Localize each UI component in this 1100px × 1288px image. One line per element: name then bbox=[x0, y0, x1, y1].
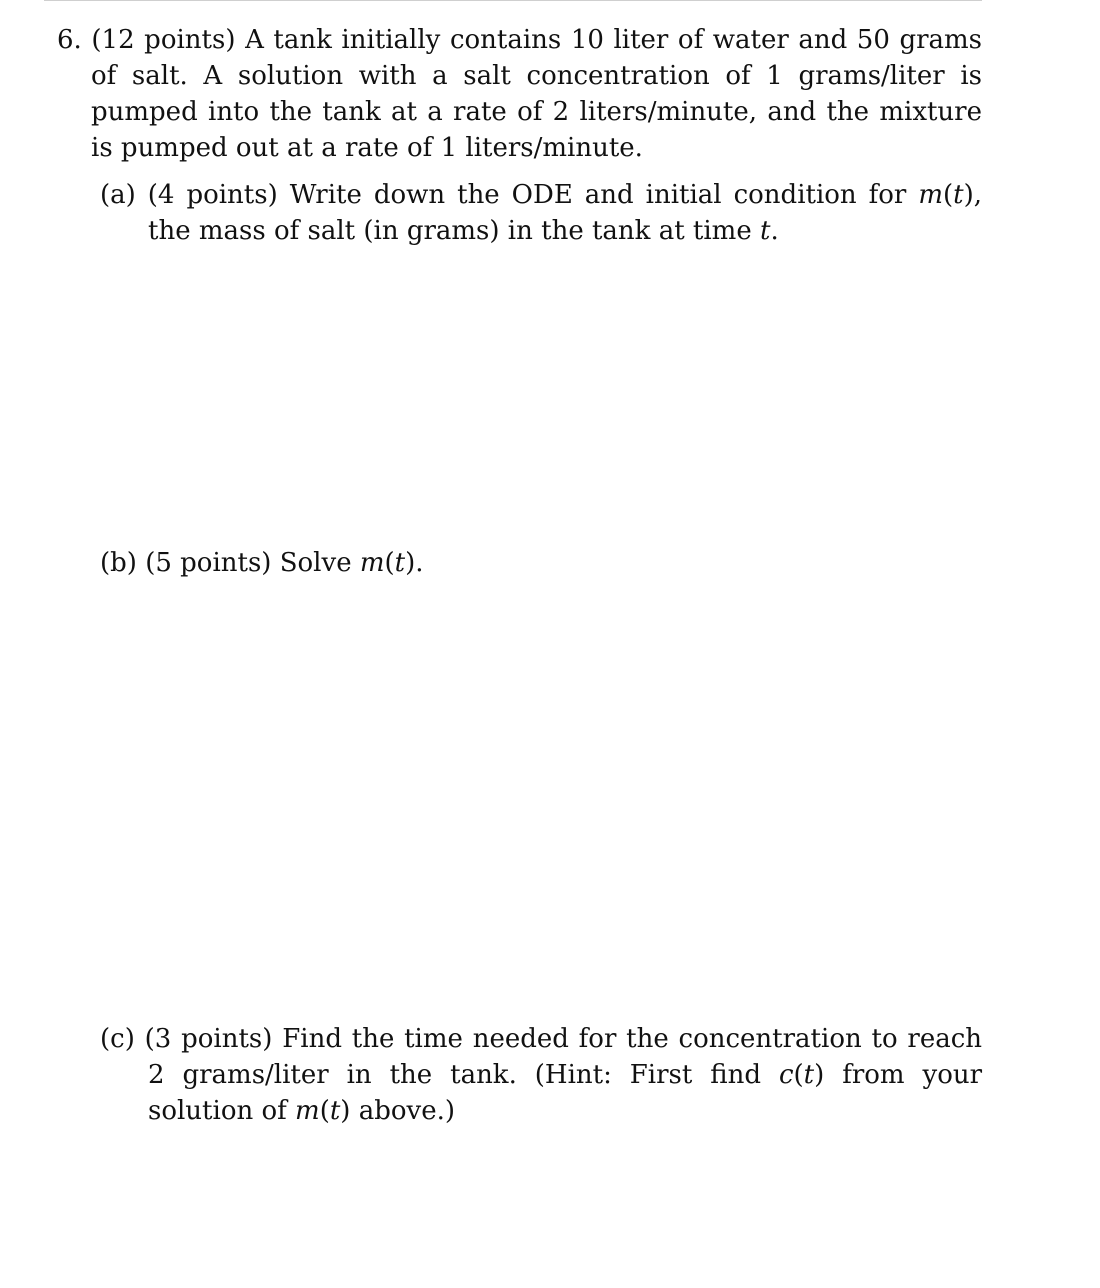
problem-points: (12 points) bbox=[91, 25, 236, 55]
math-t: t bbox=[394, 548, 406, 578]
math-t-var: t bbox=[759, 216, 771, 246]
part-c-text-before: Find the time needed for the concentration to reach 2 grams/liter in the tank. (Hint: First find bbox=[148, 1024, 983, 1090]
part-b-text bbox=[100, 545, 982, 581]
math-m: m bbox=[295, 1096, 320, 1126]
part-c-text-after: above.) bbox=[358, 1096, 455, 1126]
part-c-label: (c) bbox=[100, 1024, 135, 1054]
part-a-text bbox=[100, 177, 982, 249]
math-m: m bbox=[359, 548, 385, 578]
top-rule bbox=[44, 0, 982, 1]
math-m: m bbox=[918, 180, 943, 210]
math-t: t bbox=[329, 1096, 341, 1126]
part-a-label: (a) bbox=[100, 180, 136, 210]
part-b-text-before: Solve bbox=[279, 548, 352, 578]
problem-number: 6. bbox=[57, 25, 82, 55]
part-a-end: . bbox=[770, 216, 779, 246]
math-m-of-t: m(t) bbox=[918, 180, 974, 210]
problem-text: A tank initially contains 10 liter of water and 50 grams of salt. A solution with a salt concentration of 1 grams/liter is pumped into the tank at a rate of 2 liters/minute, and the mixture is pumped out at a rate of 1 liters/minute. bbox=[91, 25, 983, 163]
part-a-points: (4 points) bbox=[147, 180, 278, 210]
part-a-text-after: , the mass of salt (in grams) in the tank at time bbox=[148, 180, 983, 246]
math-c: c bbox=[778, 1060, 794, 1090]
math-t: t bbox=[953, 180, 964, 210]
problem-statement bbox=[57, 22, 982, 166]
part-c bbox=[100, 1021, 982, 1129]
math-m-of-t: m(t) bbox=[295, 1096, 351, 1126]
part-b-points: (5 points) bbox=[145, 548, 272, 578]
math-c-of-t: c(t) bbox=[778, 1060, 825, 1090]
part-b-end: . bbox=[415, 548, 424, 578]
part-c-text-mid: from your solution of bbox=[148, 1060, 983, 1126]
part-a-text-before: Write down the ODE and initial condition for bbox=[289, 180, 907, 210]
part-c-text bbox=[100, 1021, 982, 1129]
math-m-of-t: m(t) bbox=[359, 548, 416, 578]
part-c-points: (3 points) bbox=[144, 1024, 273, 1054]
part-b bbox=[100, 545, 982, 581]
part-a bbox=[100, 177, 982, 249]
part-b-label: (b) bbox=[100, 548, 137, 578]
problem-6 bbox=[57, 22, 982, 166]
math-t: t bbox=[803, 1060, 815, 1090]
